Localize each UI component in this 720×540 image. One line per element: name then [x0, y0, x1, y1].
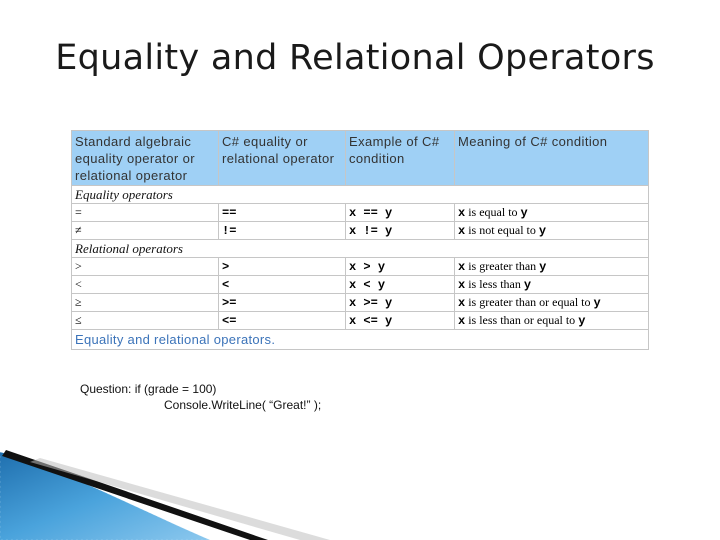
meaning-var-x: x — [458, 314, 466, 328]
meaning-var-y: y — [520, 206, 528, 220]
header-algebraic: Standard algebraic equality operator or relational operator — [72, 131, 219, 186]
operators-table — [71, 130, 649, 350]
meaning-var-x: x — [458, 260, 466, 274]
example-condition — [346, 312, 455, 330]
slide-title: Equality and Relational Operators — [55, 38, 655, 78]
question-line-1: Question: if (grade = 100) — [80, 382, 217, 396]
example-right: y — [385, 223, 393, 238]
table-row — [72, 258, 649, 276]
example-condition — [346, 276, 455, 294]
meaning-var-y: y — [538, 224, 547, 238]
header-csharp-operator: C# equality or relational operator — [219, 131, 346, 186]
section-row-relational — [72, 240, 649, 258]
algebraic-operator: > — [72, 258, 219, 276]
meaning-var-x: x — [458, 224, 466, 238]
algebraic-operator: ≤ — [72, 312, 219, 330]
table-caption: Equality and relational operators. — [72, 330, 649, 350]
example-right: y — [385, 295, 393, 310]
meaning-var-x: x — [458, 296, 466, 310]
meaning-text — [455, 276, 649, 294]
example-left: x — [349, 313, 357, 328]
table-row — [72, 276, 649, 294]
example-operator: < — [363, 277, 371, 292]
meaning-phrase: is greater than or equal to — [465, 295, 594, 309]
algebraic-operator: ≠ — [72, 222, 219, 240]
csharp-operator: == — [219, 204, 346, 222]
table-row — [72, 222, 649, 240]
section-row-equality — [72, 186, 649, 204]
question-line-2: Console.WriteLine( “Great!” ); — [164, 398, 322, 412]
equality-rows — [72, 204, 649, 240]
meaning-var-y: y — [578, 314, 586, 328]
example-operator: >= — [363, 295, 378, 310]
example-right: y — [385, 205, 393, 220]
example-operator: == — [363, 205, 378, 220]
question-block — [80, 381, 321, 413]
example-condition — [346, 222, 455, 240]
example-operator: <= — [363, 313, 378, 328]
meaning-phrase: is less than — [465, 277, 524, 291]
example-right: y — [377, 277, 386, 292]
meaning-text — [455, 204, 649, 222]
example-left: x — [349, 223, 357, 238]
example-right: y — [377, 259, 386, 274]
csharp-operator: != — [219, 222, 346, 240]
meaning-var-x: x — [458, 278, 466, 292]
example-condition — [346, 258, 455, 276]
table-row — [72, 294, 649, 312]
example-right: y — [385, 313, 393, 328]
section-label-relational: Relational operators — [72, 240, 649, 258]
example-left: x — [349, 259, 357, 274]
meaning-var-x: x — [458, 206, 466, 220]
csharp-operator: >= — [219, 294, 346, 312]
table-caption-row — [72, 330, 649, 350]
meaning-text — [455, 258, 649, 276]
example-left: x — [349, 295, 357, 310]
decorative-swoosh — [0, 440, 720, 540]
meaning-text — [455, 294, 649, 312]
csharp-operator: < — [219, 276, 346, 294]
algebraic-operator: < — [72, 276, 219, 294]
meaning-phrase: is less than or equal to — [465, 313, 579, 327]
meaning-text — [455, 222, 649, 240]
meaning-phrase: is greater than — [465, 259, 540, 273]
algebraic-operator: = — [72, 204, 219, 222]
table-row — [72, 204, 649, 222]
table-row — [72, 312, 649, 330]
example-left: x — [349, 205, 357, 220]
meaning-phrase: is not equal to — [465, 223, 539, 237]
meaning-var-y: y — [523, 278, 532, 292]
table-header-row — [72, 131, 649, 186]
meaning-var-y: y — [539, 260, 547, 274]
header-meaning: Meaning of C# condition — [455, 131, 649, 186]
csharp-operator: > — [219, 258, 346, 276]
example-operator: > — [363, 259, 371, 274]
example-condition — [346, 204, 455, 222]
meaning-phrase: is equal to — [465, 205, 521, 219]
example-operator: != — [363, 223, 378, 238]
csharp-operator: <= — [219, 312, 346, 330]
example-left: x — [349, 277, 357, 292]
meaning-text — [455, 312, 649, 330]
section-label-equality: Equality operators — [72, 186, 649, 204]
header-example: Example of C# condition — [346, 131, 455, 186]
meaning-var-y: y — [593, 296, 601, 310]
algebraic-operator: ≥ — [72, 294, 219, 312]
relational-rows — [72, 258, 649, 330]
example-condition — [346, 294, 455, 312]
